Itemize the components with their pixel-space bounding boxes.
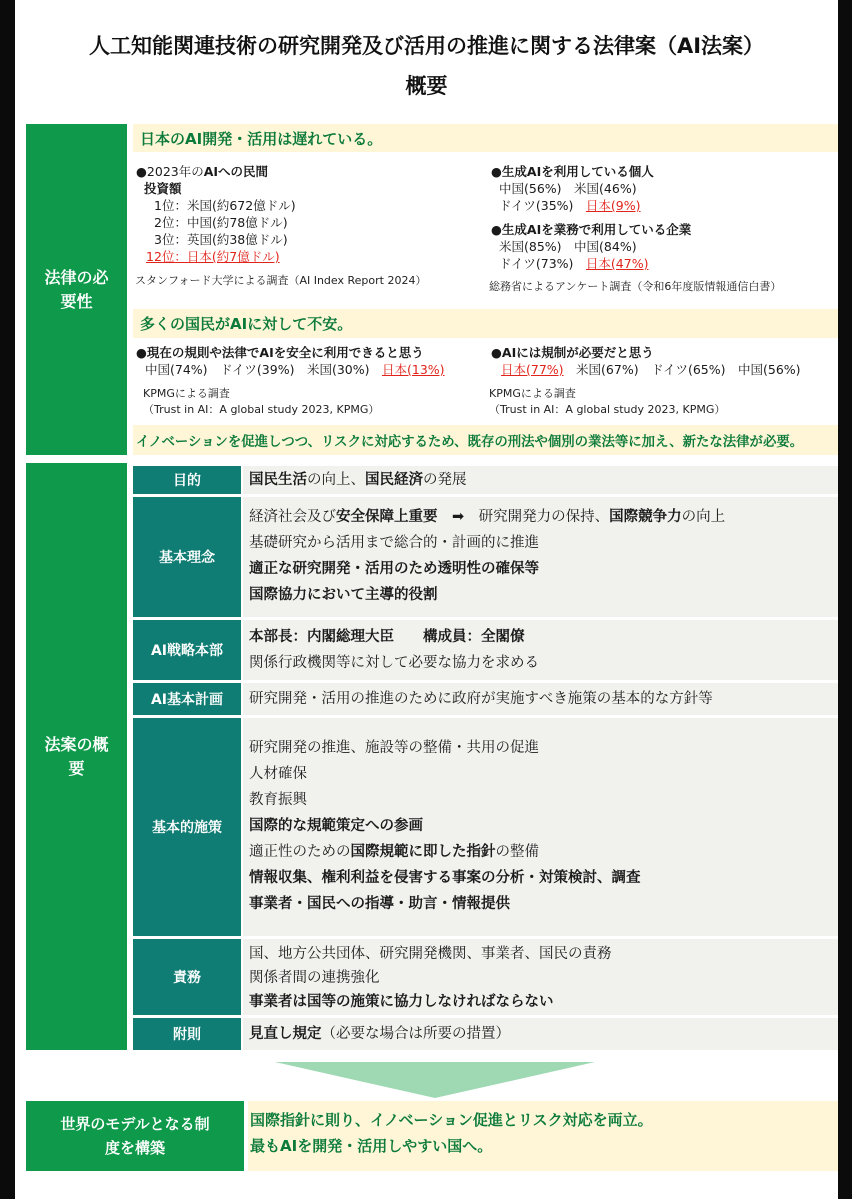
purpose-t3: 国民経済 xyxy=(365,472,423,488)
safe-use-japan: 日本(13%) xyxy=(382,362,445,377)
principles-line3: 適正な研究開発・活用のため透明性の確保等 xyxy=(249,561,539,577)
corporate-usage-2 xyxy=(499,255,648,272)
principles-l1c: ➡ 研究開発力の保持、 xyxy=(437,509,610,525)
duties-line2: 関係者間の連携強化 xyxy=(249,970,380,986)
title-line2: 概要 xyxy=(405,74,448,98)
purpose-label: 目的 xyxy=(133,466,241,494)
model-line2: 最もAIを開発・活用しやすい国へ。 xyxy=(250,1137,493,1155)
measures-line1: 研究開発の推進、施設等の整備・共用の促進 xyxy=(249,740,539,756)
conclusion-banner: イノベーションを促進しつつ、リスクに対応するため、既存の刑法や個別の業法等に加え、新たな法律が必要。 xyxy=(133,425,838,455)
principles-body xyxy=(243,497,838,617)
supplementary-line1 xyxy=(249,1021,838,1047)
principles-l1b: 安全保障上重要 xyxy=(336,509,438,525)
supplementary-label: 附則 xyxy=(133,1018,241,1050)
duties-line1: 国、地方公共団体、研究開発機関、事業者、国民の責務 xyxy=(249,946,612,962)
invest-title-b: AIへの民間 xyxy=(203,164,269,179)
banner-public-anxiety: 多くの国民がAIに対して不安。 xyxy=(133,309,838,338)
banner-ai-behind: 日本のAI開発・活用は遅れている。 xyxy=(133,124,838,152)
necessity-label-text: 法律の必要性 xyxy=(44,267,109,311)
down-arrow-icon xyxy=(275,1062,595,1098)
duties-label: 責務 xyxy=(133,939,241,1015)
ai-hq-body xyxy=(243,620,838,680)
kpmg-source-1a: KPMGによる調査 xyxy=(143,387,230,400)
document-title xyxy=(15,26,838,106)
principles-label: 基本理念 xyxy=(133,497,241,617)
supplementary-body xyxy=(243,1018,838,1050)
purpose-t4: の発展 xyxy=(423,472,467,488)
invest-rank-1: 1位：米国(約672億ドル) xyxy=(154,198,296,213)
individual-usage-germany: ドイツ(35%) xyxy=(499,198,586,213)
measures-label: 基本的施策 xyxy=(133,718,241,936)
ai-plan-body xyxy=(243,683,838,715)
corporate-usage-title: ●生成AIを業務で利用している企業 xyxy=(491,222,692,237)
principles-l1d: 国際競争力 xyxy=(609,509,682,525)
invest-rank-japan: 12位：日本(約7億ドル) xyxy=(146,249,280,264)
overview-label xyxy=(26,463,127,1050)
safe-use-values xyxy=(145,361,445,378)
model-label-text: 世界のモデルとなる制度を構築 xyxy=(60,1115,210,1157)
purpose-t1: 国民生活 xyxy=(249,472,307,488)
ai-hq-line2: 関係行政機関等に対して必要な協力を求める xyxy=(249,655,539,671)
soumu-source: 総務省によるアンケート調査（令和6年度版情報通信白書） xyxy=(489,280,782,293)
ai-hq-line1: 本部長：内閣総理大臣 構成員：全閣僚 xyxy=(249,629,525,645)
duties-body xyxy=(243,939,838,1015)
model-banner xyxy=(248,1101,838,1171)
regulation-japan: 日本(77%) xyxy=(501,362,564,377)
measures-line3: 教育振興 xyxy=(249,792,307,808)
purpose-text xyxy=(249,467,838,493)
corporate-usage-germany: ドイツ(73%) xyxy=(499,256,586,271)
corporate-usage-japan: 日本(47%) xyxy=(585,256,649,271)
measures-line7: 事業者・国民への指導・助言・情報提供 xyxy=(249,896,510,912)
measures-body xyxy=(243,718,838,936)
individual-usage-1: 中国(56%) 米国(46%) xyxy=(499,181,637,196)
corporate-usage-1: 米国(85%) 中国(84%) xyxy=(499,239,637,254)
individual-usage-2 xyxy=(499,197,641,214)
principles-line2: 基礎研究から活用まで総合的・計画的に推進 xyxy=(249,535,539,551)
kpmg-source-2b: （Trust in AI：A global study 2023, KPMG） xyxy=(489,403,726,416)
principles-l1a: 経済社会及び xyxy=(249,509,336,525)
kpmg-source-1 xyxy=(143,386,379,418)
individual-usage-title: ●生成AIを利用している個人 xyxy=(491,164,654,179)
principles-line4: 国際協力において主導的役割 xyxy=(249,587,438,603)
supplementary-l1b: （必要な場合は所要の措置） xyxy=(321,1026,510,1042)
safe-use-others: 中国(74%) ドイツ(39%) 米国(30%) xyxy=(145,362,382,377)
title-line1: 人工知能関連技術の研究開発及び活用の推進に関する法律案（AI法案） xyxy=(88,34,765,58)
invest-title xyxy=(136,163,268,197)
measures-l5a: 適正性のための xyxy=(249,844,351,860)
measures-line2: 人材確保 xyxy=(249,766,307,782)
invest-rank-3: 3位：英国(約38億ドル) xyxy=(154,232,288,247)
regulation-others: 米国(67%) ドイツ(65%) 中国(56%) xyxy=(563,362,801,377)
principles-line1 xyxy=(249,504,838,530)
individual-usage-japan: 日本(9%) xyxy=(585,198,641,213)
measures-line6: 情報収集、権利利益を侵害する事案の分析・対策検討、調査 xyxy=(249,870,641,886)
measures-l5c: の整備 xyxy=(495,844,539,860)
invest-title-c: 投資額 xyxy=(144,181,182,196)
invest-rank-2: 2位：中国(約78億ドル) xyxy=(154,215,288,230)
purpose-body xyxy=(243,466,838,494)
ai-plan-label: AI基本計画 xyxy=(133,683,241,715)
measures-line4: 国際的な規範策定への参画 xyxy=(249,818,423,834)
safe-use-title: ●現在の規則や法律でAIを安全に利用できると思う xyxy=(136,345,424,360)
measures-line5 xyxy=(249,839,838,865)
stanford-source: スタンフォード大学による調査（AI Index Report 2024） xyxy=(135,274,427,287)
kpmg-source-2a: KPMGによる調査 xyxy=(489,387,576,400)
ai-plan-line1: 研究開発・活用の推進のために政府が実施すべき施策の基本的な方針等 xyxy=(249,691,713,707)
invest-title-a: ●2023年の xyxy=(136,164,204,179)
document-page xyxy=(15,0,838,1199)
model-line1: 国際指針に則り、イノベーション促進とリスク対応を両立。 xyxy=(250,1111,653,1129)
supplementary-l1a: 見直し規定 xyxy=(249,1026,322,1042)
purpose-t2: の向上、 xyxy=(307,472,365,488)
kpmg-source-2 xyxy=(489,386,725,418)
duties-line3: 事業者は国等の施策に協力しなければならない xyxy=(249,994,554,1010)
model-label xyxy=(26,1101,244,1171)
regulation-values xyxy=(501,361,801,378)
regulation-title: ●AIには規制が必要だと思う xyxy=(491,345,654,360)
measures-l5b: 国際規範に即した指針 xyxy=(350,844,496,860)
kpmg-source-1b: （Trust in AI：A global study 2023, KPMG） xyxy=(143,403,380,416)
necessity-label xyxy=(26,124,127,455)
ai-hq-label: AI戦略本部 xyxy=(133,620,241,680)
principles-l1e: の向上 xyxy=(681,509,726,525)
overview-label-text: 法案の概要 xyxy=(44,734,109,778)
